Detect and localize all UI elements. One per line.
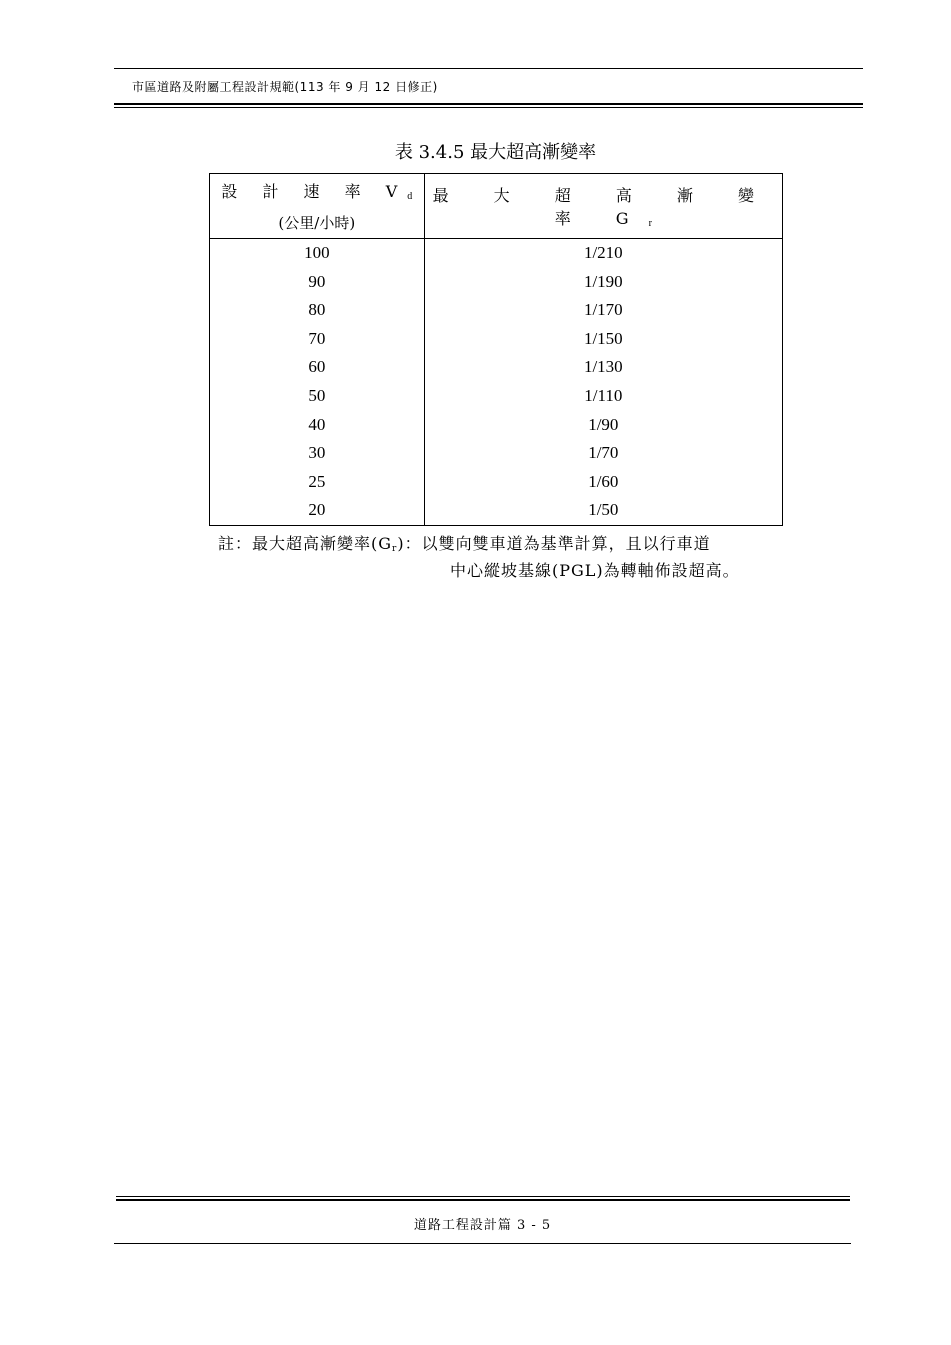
rate-cell: 1/90 — [424, 411, 782, 440]
rate-cell: 1/190 — [424, 268, 782, 297]
header-bottom-rule-thin — [114, 107, 863, 108]
max-superelevation-rate-header — [424, 174, 782, 239]
rate-cell: 1/170 — [424, 296, 782, 325]
table-row — [210, 325, 783, 354]
speed-cell: 70 — [210, 325, 425, 354]
note-suffix: )：以雙向雙車道為基準計算，且以行車道 — [397, 534, 711, 553]
table-row — [210, 468, 783, 497]
note-subscript: r — [392, 544, 398, 554]
speed-cell: 90 — [210, 268, 425, 297]
speed-cell: 20 — [210, 496, 425, 525]
design-speed-header-label: 設 計 速 率 V — [221, 182, 408, 201]
document-header-title: 市區道路及附屬工程設計規範(113 年 9 月 12 日修正) — [132, 80, 438, 94]
rate-cell: 1/110 — [424, 382, 782, 411]
superelevation-rate-table — [209, 173, 783, 526]
speed-cell: 40 — [210, 411, 425, 440]
table-row — [210, 382, 783, 411]
speed-cell: 50 — [210, 382, 425, 411]
design-speed-header — [210, 174, 425, 239]
speed-cell: 30 — [210, 439, 425, 468]
rate-cell: 1/70 — [424, 439, 782, 468]
table-row — [210, 268, 783, 297]
table-row — [210, 496, 783, 525]
max-rate-header-label: 最 大 超 高 漸 變 率 G — [432, 186, 775, 228]
table-row — [210, 411, 783, 440]
table-row — [210, 353, 783, 382]
table-caption: 表 3.4.5 最大超高漸變率 — [394, 142, 597, 163]
table-note-line2: 中心縱坡基線(PGL)為轉軸佈設超高。 — [450, 561, 740, 580]
speed-cell: 25 — [210, 468, 425, 497]
rate-cell: 1/130 — [424, 353, 782, 382]
rate-cell: 1/50 — [424, 496, 782, 525]
note-prefix: 註：最大超高漸變率(G — [218, 534, 393, 553]
speed-cell: 60 — [210, 353, 425, 382]
rate-cell: 1/60 — [424, 468, 782, 497]
header-bottom-rule-thick — [114, 103, 863, 105]
footer-top-rule-thick — [116, 1199, 850, 1201]
table-row — [210, 439, 783, 468]
max-rate-header-subscript: r — [648, 218, 652, 229]
speed-cell: 100 — [210, 239, 425, 268]
table-row — [210, 296, 783, 325]
table-row — [210, 239, 783, 268]
page-number-footer: 道路工程設計篇 3 - 5 — [413, 1218, 552, 1233]
footer-bottom-rule — [114, 1243, 851, 1244]
rate-cell: 1/150 — [424, 325, 782, 354]
footer-top-rule-thin — [116, 1196, 850, 1197]
header-top-rule — [114, 68, 863, 69]
design-speed-header-subscript: d — [407, 191, 413, 202]
design-speed-header-unit: (公里/小時) — [278, 214, 356, 232]
speed-cell: 80 — [210, 296, 425, 325]
rate-cell: 1/210 — [424, 239, 782, 268]
